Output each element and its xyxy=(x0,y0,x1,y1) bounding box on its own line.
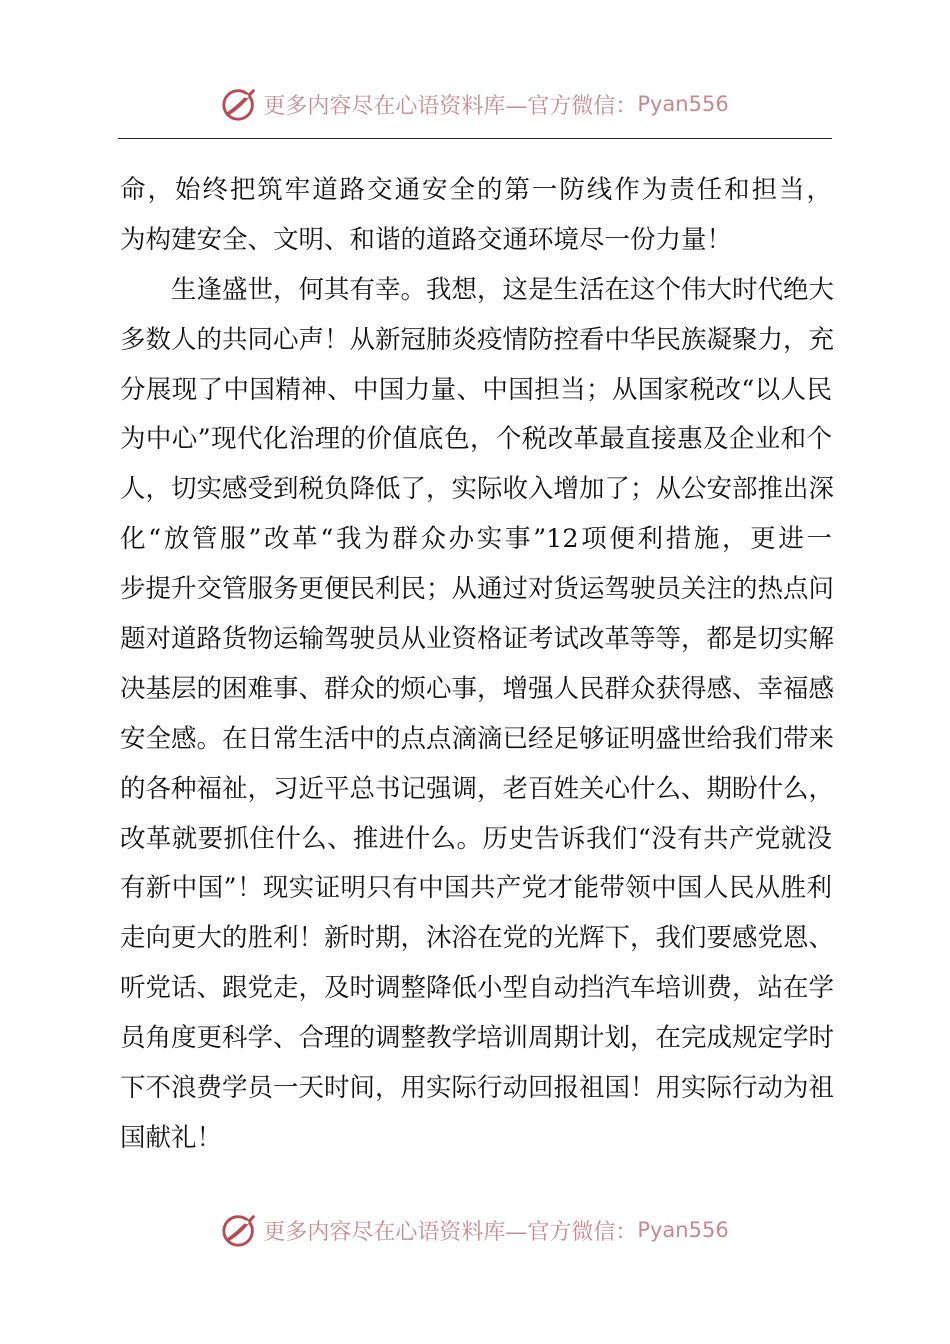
pen-logo-icon xyxy=(221,1211,259,1249)
header-banner xyxy=(0,82,950,126)
document-body xyxy=(120,166,835,1164)
header-divider xyxy=(118,138,832,139)
body-line: 多数人的共同心声！从新冠肺炎疫情防控看中华民族凝聚力，充 xyxy=(120,324,835,355)
body-line: 命，始终把筑牢道路交通安全的第一防线作为责任和担当， xyxy=(120,175,832,205)
body-line: 生逢盛世，何其有幸。我想，这是生活在这个伟大时代绝大 xyxy=(171,274,835,305)
banner-text: 更多内容尽在心语资料库—官方微信： xyxy=(263,93,638,119)
body-line: 题对道路货物运输驾驶员从业资格证考试改革等等，都是切实解 xyxy=(120,624,835,655)
body-line: 员角度更科学、合理的调整教学培训周期计划，在完成规定学时 xyxy=(120,1023,835,1054)
banner-text: 更多内容尽在心语资料库—官方微信： xyxy=(263,1219,638,1245)
banner-wechat-id: Pyan556 xyxy=(637,1218,729,1242)
body-line: 安全感。在日常生活中的点点滴滴已经足够证明盛世给我们带来 xyxy=(120,723,835,754)
body-line: 有新中国”！现实证明只有中国共产党才能带领中国人民从胜利 xyxy=(120,873,832,904)
body-line: 为中心”现代化治理的价值底色，个税改革最直接惠及企业和个 xyxy=(120,424,832,455)
body-line: 国献礼！ xyxy=(120,1122,223,1153)
body-line: 为构建安全、文明、和谐的道路交通环境尽一份力量！ xyxy=(120,224,733,255)
body-line: 听党话、跟党走，及时调整降低小型自动挡汽车培训费，站在学 xyxy=(120,973,835,1004)
body-line: 改革就要抓住什么、推进什么。历史告诉我们“没有共产党就没 xyxy=(120,823,832,854)
body-line: 化“放管服”改革“我为群众办实事”12项便利措施，更进一 xyxy=(120,524,832,555)
body-line: 的各种福祉，习近平总书记强调，老百姓关心什么、期盼什么， xyxy=(120,773,835,804)
body-line: 步提升交管服务更便民利民；从通过对货运驾驶员关注的热点问 xyxy=(120,574,835,605)
banner-wechat-id: Pyan556 xyxy=(637,92,729,116)
body-line: 下不浪费学员一天时间，用实际行动回报祖国！用实际行动为祖 xyxy=(120,1073,835,1104)
body-line: 人，切实感受到税负降低了，实际收入增加了；从公安部推出深 xyxy=(120,474,835,505)
body-line: 决基层的困难事、群众的烦心事，增强人民群众获得感、幸福感 xyxy=(120,673,835,704)
pen-logo-icon xyxy=(221,85,259,123)
footer-banner xyxy=(0,1208,950,1252)
body-line: 分展现了中国精神、中国力量、中国担当；从国家税改“以人民 xyxy=(120,374,832,405)
body-line: 走向更大的胜利！新时期，沐浴在党的光辉下，我们要感党恩、 xyxy=(120,923,835,954)
